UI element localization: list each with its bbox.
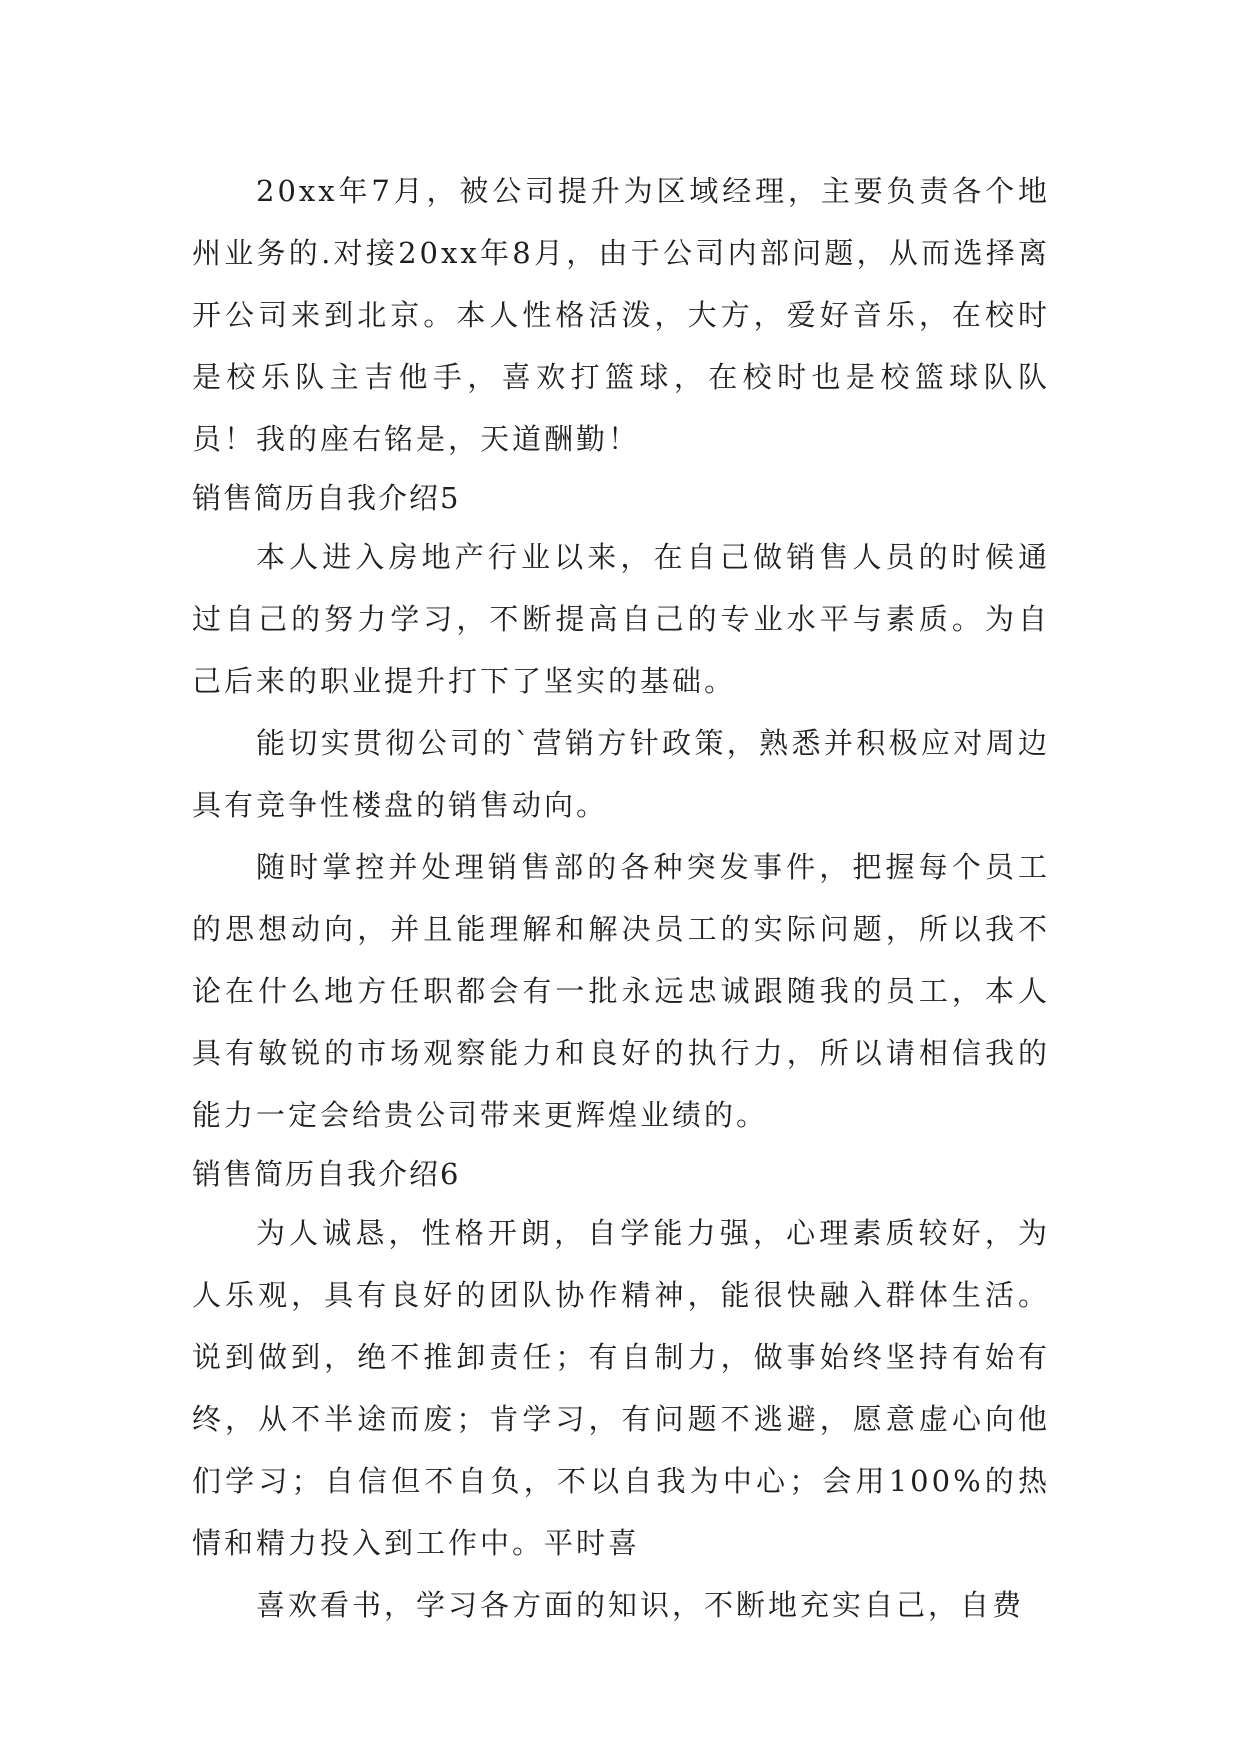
document-body — [192, 160, 1050, 1636]
paragraph: 能切实贯彻公司的`营销方针政策，熟悉并积极应对周边具有竞争性楼盘的销售动向。 — [192, 726, 1050, 822]
section-heading-6: 销售简历自我介绍6 — [192, 1157, 461, 1191]
paragraph: 本人进入房地产行业以来，在自己做销售人员的时候通过自己的努力学习，不断提高自己的专业水平与素质。为自己后来的职业提升打下了坚实的基础。 — [192, 540, 1050, 698]
paragraph: 喜欢看书，学习各方面的知识，不断地充实自己，自费 — [256, 1588, 1025, 1622]
paragraph: 为人诚恳，性格开朗，自学能力强，心理素质较好，为人乐观，具有良好的团队协作精神，能很快融入群体生活。说到做到，绝不推卸责任；有自制力，做事始终坚持有始有终，从不半途而废；肯学习，有问题不逃避，愿意虚心向他们学习；自信但不自负，不以自我为中心；会用100%的热情和精力投入到工作中。平时喜 — [192, 1216, 1050, 1560]
paragraph-intro: 20xx年7月，被公司提升为区域经理，主要负责各个地州业务的.对接20xx年8月，由于公司内部问题，从而选择离开公司来到北京。本人性格活泼，大方，爱好音乐，在校时是校乐队主吉他手，喜欢打篮球，在校时也是校篮球队队员！我的座右铭是，天道酬勤！ — [192, 174, 1050, 456]
paragraph: 随时掌控并处理销售部的各种突发事件，把握每个员工的思想动向，并且能理解和解决员工的实际问题，所以我不论在什么地方任职都会有一批永远忠诚跟随我的员工，本人具有敏锐的市场观察能力和良好的执行力，所以请相信我的能力一定会给贵公司带来更辉煌业绩的。 — [192, 850, 1050, 1132]
section-heading-5: 销售简历自我介绍5 — [192, 481, 461, 515]
